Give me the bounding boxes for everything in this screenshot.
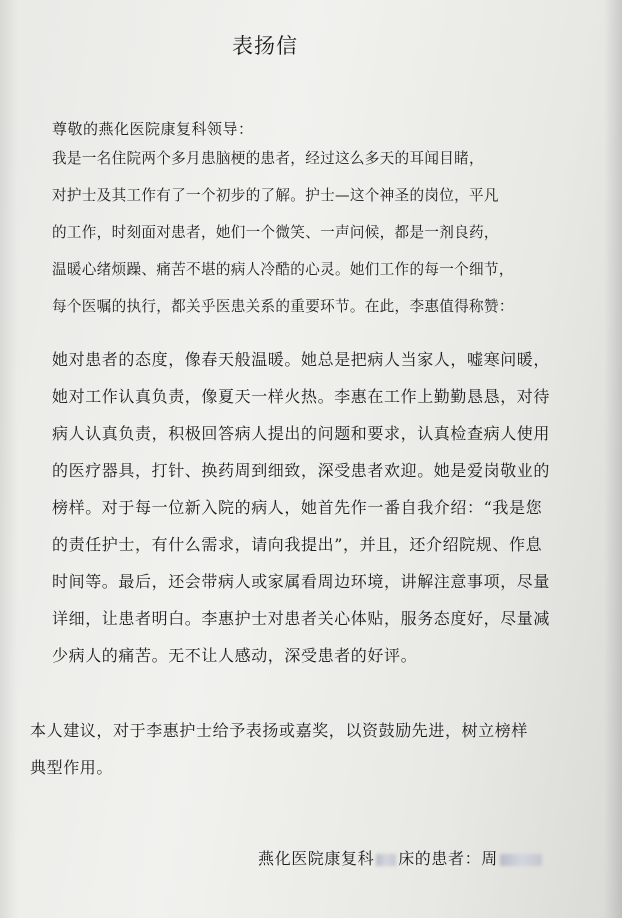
signature-middle: 床的患者：周 — [398, 849, 498, 868]
signature — [258, 846, 544, 869]
paragraph-2-line: 详细，让患者明白。李惠护士对患者关心体贴，服务态度好，尽量减 — [52, 609, 551, 628]
paragraph-2-line: 她对患者的态度，像春天般温暖。她总是把病人当家人，嘘寒问暖， — [52, 350, 551, 369]
paragraph-1 — [52, 140, 602, 325]
paragraph-2-line: 病人认真负责，积极回答病人提出的问题和要求，认真检查病人使用 — [52, 424, 551, 443]
paragraph-2-line: 她对工作认真负责，像夏天一样火热。李惠在工作上勤勤恳恳，对待 — [52, 387, 551, 406]
paragraph-1-line: 每个医嘱的执行，都关乎医患关系的重要环节。在此，李惠值得称赞： — [52, 298, 514, 315]
paragraph-2-line: 榜样。对于每一位新入院的病人，她首先作一番自我介绍：“我是您 — [52, 498, 543, 517]
paragraph-2 — [52, 341, 602, 674]
salutation: 尊敬的燕化医院康复科领导： — [52, 120, 254, 138]
letter-title: 表扬信 — [232, 34, 298, 58]
paragraph-2-line: 少病人的痛苦。无不让人感动，深受患者的好评。 — [52, 646, 418, 665]
paragraph-1-line: 的工作，时刻面对患者，她们一个微笑、一声问候，都是一剂良药， — [52, 224, 499, 241]
redacted-patient-name — [500, 854, 542, 866]
paragraph-2-line: 的责任护士，有什么需求，请向我提出”，并且，还介绍院规、作息 — [52, 535, 543, 554]
paragraph-1-line: 温暖心绪烦躁、痛苦不堪的病人冷酷的心灵。她们工作的每一个细节， — [52, 261, 514, 278]
paragraph-2-line: 时间等。最后，还会带病人或家属看周边环境，讲解注意事项，尽量 — [52, 572, 551, 591]
paragraph-3-line: 典型作用。 — [30, 758, 114, 777]
redacted-bed-number — [376, 854, 396, 866]
paragraph-1-line: 我是一名住院两个多月患脑梗的患者，经过这么多天的耳闻目睹， — [52, 150, 484, 167]
page-edge-shadow-left — [0, 0, 18, 918]
paragraph-3 — [30, 712, 580, 786]
page-edge-shadow-right — [604, 0, 622, 918]
paragraph-2-line: 的医疗器具，打针、换药周到细致，深受患者欢迎。她是爱岗敬业的 — [52, 461, 551, 480]
signature-prefix: 燕化医院康复科 — [258, 849, 375, 868]
paragraph-1-line: 对护士及其工作有了一个初步的了解。护士—这个神圣的岗位，平凡 — [52, 187, 499, 204]
paragraph-3-line: 本人建议，对于李惠护士给予表扬或嘉奖，以资鼓励先进，树立榜样 — [30, 721, 529, 740]
